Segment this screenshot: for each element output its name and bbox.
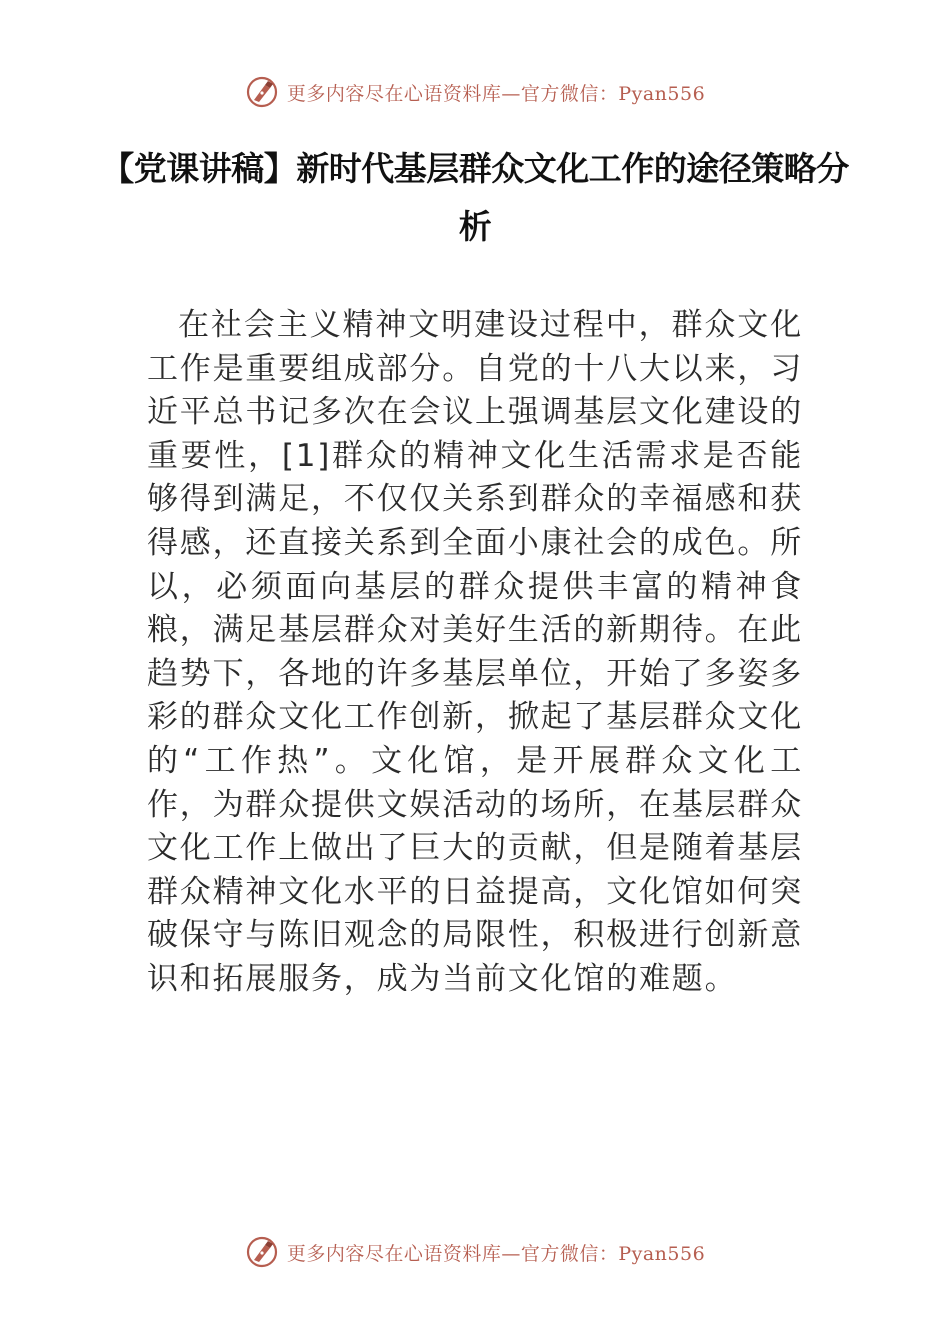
pen-nib-circle-icon <box>245 75 279 109</box>
page-title: 【党课讲稿】新时代基层群众文化工作的途径策略分析 <box>101 149 849 246</box>
footer-banner <box>0 1232 950 1272</box>
footer-banner-text: 更多内容尽在心语资料库—官方微信：Pyan556 <box>286 1242 706 1265</box>
body-paragraph: 在社会主义精神文明建设过程中，群众文化工作是重要组成部分。自党的十八大以来，习近平总书记多次在会议上强调基层文化建设的重要性，[1]群众的精神文化生活需求是否能够得到满足，不仅仅关系到群众的幸福感和获得感，还直接关系到全面小康社会的成色。所以，必须面向基层的群众提供丰富的精神食粮，满足基层群众对美好生活的新期待。在此趋势下，各地的许多基层单位，开始了多姿多彩的群众文化工作创新，掀起了基层群众文化的“工作热”。文化馆，是开展群众文化工作，为群众提供文娱活动的场所，在基层群众文化工作上做出了巨大的贡献，但是随着基层群众精神文化水平的日益提高，文化馆如何突破保守与陈旧观念的局限性，积极进行创新意识和拓展服务，成为当前文化馆的难题。 <box>147 307 803 997</box>
header-banner <box>0 72 950 112</box>
header-banner-text: 更多内容尽在心语资料库—官方微信：Pyan556 <box>286 82 706 105</box>
pen-nib-circle-icon <box>245 1235 279 1269</box>
